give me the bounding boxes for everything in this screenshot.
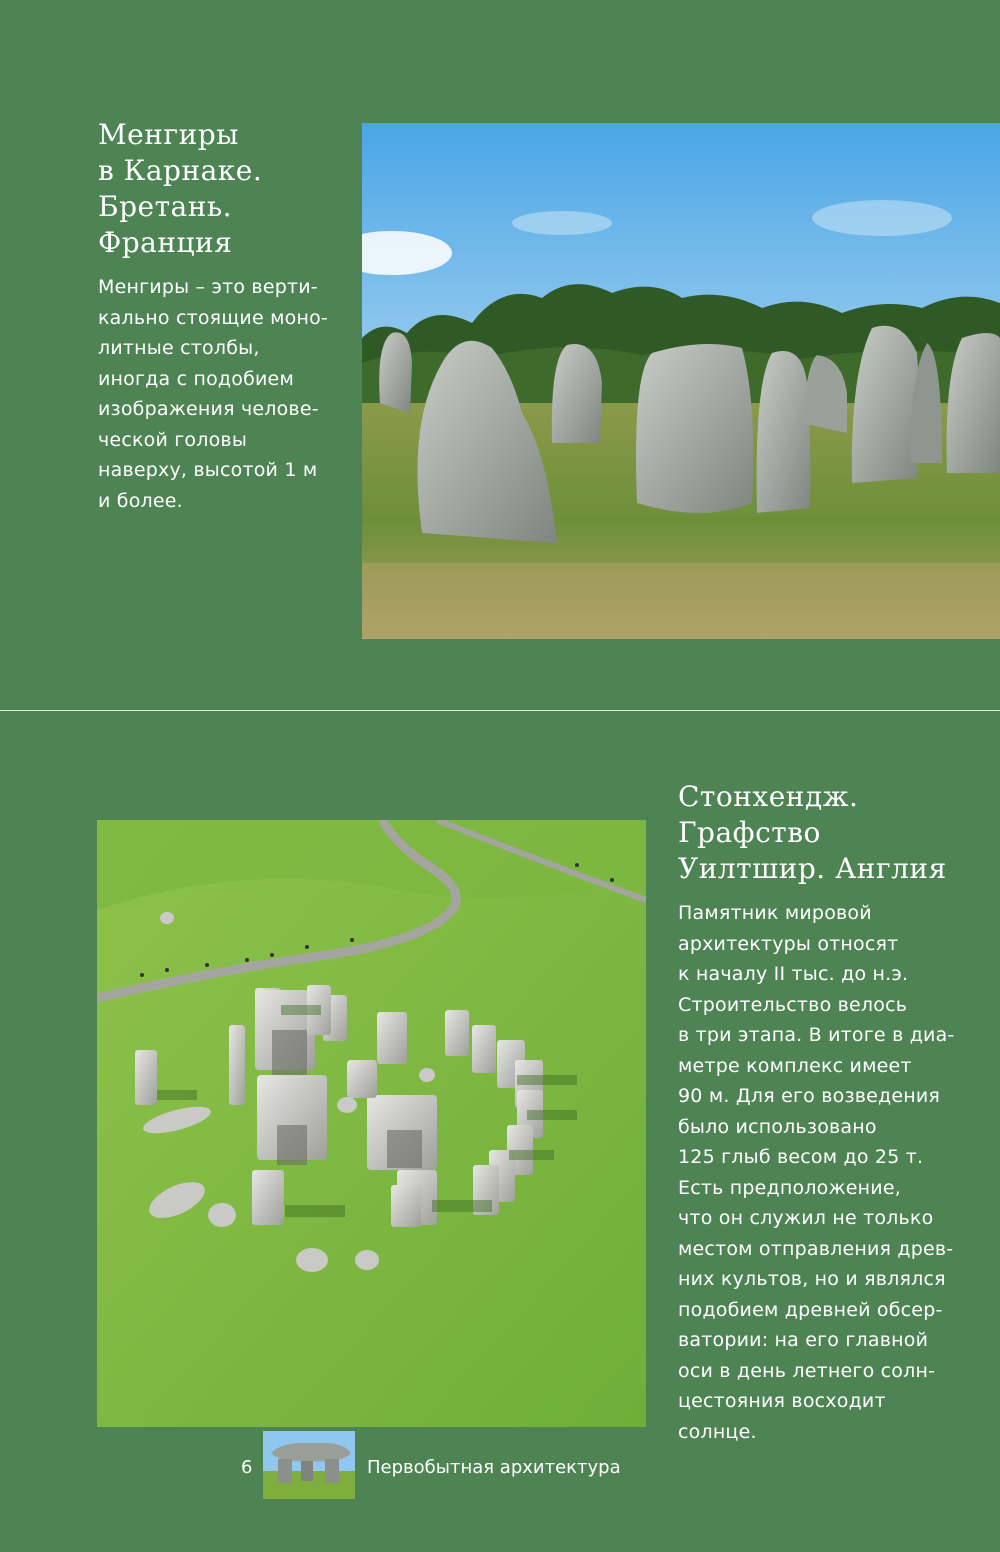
menhirs-description: Менгиры – это верти- кально стоящие моно- литные столбы, иногда с подобием изображения челове- ческой головы наверху, высотой 1 м и более. [98, 276, 328, 512]
section-divider [0, 710, 1000, 711]
stonehenge-description: Памятник мировой архитектуры относят к началу II тыс. до н.э. Строительство велось в три этапа. В итоге в диа- метре комплекс имеет 90 м. Для его возведения было использовано 125 глыб весом до 25 т. Есть предположение, что он служил не только местом отправления древ- них культов, но и являлся подобием древней обсер- ватории: на его главной оси в день летнего солн- цестояния восходит солнце. [678, 902, 955, 1443]
footer-book-title: Первобытная архитектура [367, 1457, 621, 1478]
stonehenge-title: Стонхендж. Графство Уилтшир. Англия [678, 780, 947, 885]
menhirs-carnac-photo [362, 123, 1000, 639]
dolmen-thumbnail [263, 1431, 355, 1499]
page-number: 6 [241, 1457, 253, 1478]
stonehenge-aerial-photo [97, 820, 646, 1427]
menhirs-title: Менгиры в Карнаке. Бретань. Франция [98, 118, 263, 259]
